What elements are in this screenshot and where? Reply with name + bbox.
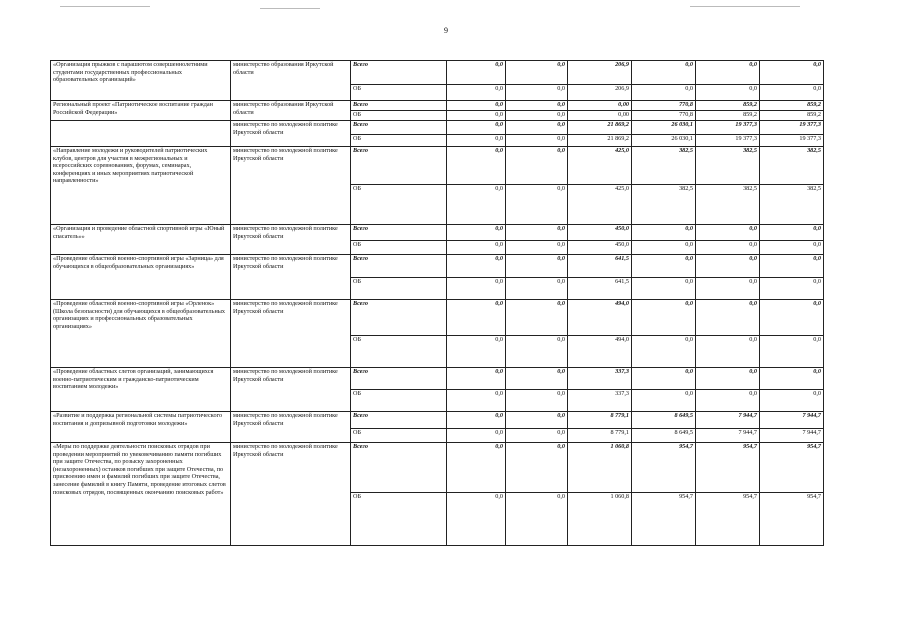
total-value-cell: 0,0	[696, 225, 760, 241]
ob-value-cell: 0,0	[447, 85, 506, 101]
ob-value-cell: 0,0	[760, 390, 824, 412]
total-value-cell: 0,0	[696, 61, 760, 85]
ob-value-cell: 337,3	[568, 390, 632, 412]
total-value-cell: 0,0	[447, 368, 506, 390]
funding-source-ob: ОБ	[351, 135, 447, 147]
funding-source-ob: ОБ	[351, 185, 447, 225]
ob-value-cell: 0,0	[760, 336, 824, 368]
total-value-cell: 8 649,5	[632, 412, 696, 429]
funding-source-total: Всего	[351, 300, 447, 336]
total-value-cell: 0,0	[696, 255, 760, 278]
ob-value-cell: 206,9	[568, 85, 632, 101]
total-value-cell: 0,0	[506, 147, 568, 185]
total-value-cell: 0,0	[506, 61, 568, 85]
ob-value-cell: 450,0	[568, 241, 632, 255]
total-value-cell: 0,0	[506, 255, 568, 278]
total-value-cell: 21 869,2	[568, 121, 632, 135]
funding-source-ob: ОБ	[351, 390, 447, 412]
funding-source-ob: ОБ	[351, 336, 447, 368]
ob-value-cell: 954,7	[632, 493, 696, 546]
ob-value-cell: 0,0	[447, 241, 506, 255]
ob-value-cell: 19 377,3	[760, 135, 824, 147]
total-value-cell: 0,0	[447, 101, 506, 111]
total-value-cell: 0,0	[506, 368, 568, 390]
event-name-cell: «Проведение областных слетов организаций, занимающихся военно-патриотическим и гражданско-патриотическим воспитанием молодежи»	[51, 368, 231, 412]
ob-value-cell: 0,0	[506, 278, 568, 300]
total-value-cell: 1 060,8	[568, 443, 632, 493]
scan-artifact	[60, 6, 150, 7]
ob-value-cell: 19 377,3	[696, 135, 760, 147]
ob-value-cell: 0,0	[632, 241, 696, 255]
ob-value-cell: 0,0	[760, 278, 824, 300]
ob-value-cell: 0,0	[506, 185, 568, 225]
ob-value-cell: 1 060,8	[568, 493, 632, 546]
ob-value-cell: 859,2	[696, 111, 760, 121]
total-value-cell: 0,0	[447, 443, 506, 493]
table-row	[51, 443, 824, 493]
funding-source-total: Всего	[351, 443, 447, 493]
total-value-cell: 0,0	[632, 255, 696, 278]
budget-table	[50, 60, 824, 546]
scan-artifact	[690, 6, 800, 7]
funding-source-total: Всего	[351, 121, 447, 135]
total-value-cell: 425,0	[568, 147, 632, 185]
ob-value-cell: 770,8	[632, 111, 696, 121]
ob-value-cell: 0,0	[696, 278, 760, 300]
ob-value-cell: 0,0	[506, 390, 568, 412]
total-value-cell: 494,0	[568, 300, 632, 336]
ob-value-cell: 0,0	[696, 85, 760, 101]
table-row	[51, 255, 824, 278]
ob-value-cell: 0,0	[447, 493, 506, 546]
total-value-cell: 0,00	[568, 101, 632, 111]
executor-cell: министерство по молодежной политике Иркутской области	[231, 300, 351, 368]
ob-value-cell: 0,0	[696, 336, 760, 368]
event-name-cell: Региональный проект «Патриотическое воспитание граждан Российской Федерации»	[51, 101, 231, 121]
total-value-cell: 0,0	[447, 121, 506, 135]
total-value-cell: 0,0	[632, 300, 696, 336]
total-value-cell: 0,0	[447, 255, 506, 278]
total-value-cell: 0,0	[506, 300, 568, 336]
event-name-cell: «Организация прыжков с парашютом совершеннолетними студентами государственных профессиональных образовательных организаций»	[51, 61, 231, 101]
total-value-cell: 641,5	[568, 255, 632, 278]
total-value-cell: 450,0	[568, 225, 632, 241]
total-value-cell: 8 779,1	[568, 412, 632, 429]
ob-value-cell: 0,0	[506, 429, 568, 443]
table-row	[51, 368, 824, 390]
total-value-cell: 770,8	[632, 101, 696, 111]
ob-value-cell: 8 649,5	[632, 429, 696, 443]
ob-value-cell: 0,0	[760, 85, 824, 101]
total-value-cell: 0,0	[696, 300, 760, 336]
ob-value-cell: 0,00	[568, 111, 632, 121]
ob-value-cell: 382,5	[760, 185, 824, 225]
event-name-cell: «Меры по поддержке деятельности поисковых отрядов при проведении мероприятий по увековечиванию памяти погибших при защите Отечества, по розыску захороненных (незахороненных) останков погибших при защите Отечества, по присвоению имен и фамилий погибших при защите Отечества, занесение фамилий в книгу Памяти, проведение итоговых слетов поисковых отрядов, посвященных окончанию поисковых работ»	[51, 443, 231, 546]
funding-source-total: Всего	[351, 412, 447, 429]
ob-value-cell: 494,0	[568, 336, 632, 368]
executor-cell: министерство образования Иркутской области	[231, 101, 351, 121]
table-row	[51, 225, 824, 241]
scan-artifact	[260, 8, 320, 9]
total-value-cell: 0,0	[506, 101, 568, 111]
total-value-cell: 0,0	[632, 61, 696, 85]
executor-cell: министерство по молодежной политике Иркутской области	[231, 147, 351, 225]
ob-value-cell: 21 869,2	[568, 135, 632, 147]
ob-value-cell: 859,2	[760, 111, 824, 121]
total-value-cell: 382,5	[632, 147, 696, 185]
event-name-cell: «Развитие и поддержка региональной системы патриотического воспитания и допризывной подготовки молодежи»	[51, 412, 231, 443]
ob-value-cell: 7 944,7	[696, 429, 760, 443]
executor-cell: министерство по молодежной политике Иркутской области	[231, 368, 351, 412]
table-row	[51, 147, 824, 185]
total-value-cell: 0,0	[447, 225, 506, 241]
total-value-cell: 0,0	[760, 61, 824, 85]
total-value-cell: 26 030,1	[632, 121, 696, 135]
ob-value-cell: 0,0	[760, 241, 824, 255]
funding-source-total: Всего	[351, 101, 447, 111]
total-value-cell: 0,0	[696, 368, 760, 390]
total-value-cell: 954,7	[760, 443, 824, 493]
funding-source-ob: ОБ	[351, 429, 447, 443]
executor-cell: министерство по молодежной политике Иркутской области	[231, 443, 351, 546]
ob-value-cell: 0,0	[447, 429, 506, 443]
event-name-cell: «Проведение областной военно-спортивной игры «Орленок» (Школа безопасности) для обучающихся в общеобразовательных организациях и профессиональных образовательных организациях»	[51, 300, 231, 368]
table-row	[51, 412, 824, 429]
funding-source-ob: ОБ	[351, 111, 447, 121]
ob-value-cell: 954,7	[696, 493, 760, 546]
ob-value-cell: 0,0	[506, 111, 568, 121]
table-row	[51, 300, 824, 336]
ob-value-cell: 7 944,7	[760, 429, 824, 443]
executor-cell: министерство по молодежной политике Иркутской области	[231, 255, 351, 300]
total-value-cell: 0,0	[506, 225, 568, 241]
total-value-cell: 0,0	[506, 121, 568, 135]
funding-source-total: Всего	[351, 147, 447, 185]
total-value-cell: 859,2	[760, 101, 824, 111]
total-value-cell: 19 377,3	[696, 121, 760, 135]
total-value-cell: 0,0	[447, 147, 506, 185]
ob-value-cell: 641,5	[568, 278, 632, 300]
total-value-cell: 0,0	[447, 61, 506, 85]
ob-value-cell: 0,0	[632, 336, 696, 368]
total-value-cell: 859,2	[696, 101, 760, 111]
ob-value-cell: 0,0	[506, 336, 568, 368]
total-value-cell: 382,5	[760, 147, 824, 185]
ob-value-cell: 26 030,1	[632, 135, 696, 147]
page-number: 9	[444, 26, 448, 35]
funding-source-total: Всего	[351, 61, 447, 85]
executor-cell: министерство по молодежной политике Иркутской области	[231, 225, 351, 255]
ob-value-cell: 954,7	[760, 493, 824, 546]
total-value-cell: 0,0	[506, 412, 568, 429]
total-value-cell: 337,3	[568, 368, 632, 390]
event-name-cell: «Организация и проведение областной спортивной игры «Юный спасатель»»	[51, 225, 231, 255]
total-value-cell: 0,0	[447, 412, 506, 429]
total-value-cell: 7 944,7	[696, 412, 760, 429]
table-row	[51, 61, 824, 85]
ob-value-cell: 0,0	[696, 241, 760, 255]
ob-value-cell: 0,0	[447, 135, 506, 147]
ob-value-cell: 0,0	[447, 185, 506, 225]
funding-source-total: Всего	[351, 225, 447, 241]
event-name-cell: «Проведение областной военно-спортивной игры «Зарница» для обучающихся в общеобразовательных организациях»	[51, 255, 231, 300]
ob-value-cell: 8 779,1	[568, 429, 632, 443]
ob-value-cell: 382,5	[632, 185, 696, 225]
executor-cell: министерство по молодежной политике Иркутской области	[231, 412, 351, 443]
total-value-cell: 954,7	[696, 443, 760, 493]
executor-cell: министерство образования Иркутской области	[231, 61, 351, 101]
total-value-cell: 0,0	[760, 255, 824, 278]
total-value-cell: 0,0	[506, 443, 568, 493]
ob-value-cell: 0,0	[506, 241, 568, 255]
funding-source-ob: ОБ	[351, 493, 447, 546]
total-value-cell: 7 944,7	[760, 412, 824, 429]
table-row	[51, 101, 824, 111]
ob-value-cell: 0,0	[506, 85, 568, 101]
event-name-cell	[51, 121, 231, 147]
ob-value-cell: 382,5	[696, 185, 760, 225]
ob-value-cell: 425,0	[568, 185, 632, 225]
total-value-cell: 19 377,3	[760, 121, 824, 135]
ob-value-cell: 0,0	[447, 278, 506, 300]
ob-value-cell: 0,0	[632, 390, 696, 412]
total-value-cell: 0,0	[632, 368, 696, 390]
event-name-cell: «Направление молодежи и руководителей патриотических клубов, центров для участия в межрегиональных и всероссийских соревнованиях, форумах, семинарах, конференциях и иных мероприятиях патриотической направленности»	[51, 147, 231, 225]
total-value-cell: 206,9	[568, 61, 632, 85]
ob-value-cell: 0,0	[447, 390, 506, 412]
total-value-cell: 0,0	[760, 225, 824, 241]
total-value-cell: 0,0	[760, 300, 824, 336]
funding-source-total: Всего	[351, 368, 447, 390]
executor-cell: министерство по молодежной политике Иркутской области	[231, 121, 351, 147]
funding-source-ob: ОБ	[351, 278, 447, 300]
ob-value-cell: 0,0	[632, 85, 696, 101]
funding-source-ob: ОБ	[351, 241, 447, 255]
total-value-cell: 0,0	[760, 368, 824, 390]
funding-source-total: Всего	[351, 255, 447, 278]
total-value-cell: 0,0	[632, 225, 696, 241]
total-value-cell: 0,0	[447, 300, 506, 336]
funding-source-ob: ОБ	[351, 85, 447, 101]
ob-value-cell: 0,0	[632, 278, 696, 300]
ob-value-cell: 0,0	[506, 135, 568, 147]
total-value-cell: 382,5	[696, 147, 760, 185]
table-row	[51, 121, 824, 135]
ob-value-cell: 0,0	[447, 336, 506, 368]
ob-value-cell: 0,0	[696, 390, 760, 412]
total-value-cell: 954,7	[632, 443, 696, 493]
ob-value-cell: 0,0	[447, 111, 506, 121]
ob-value-cell: 0,0	[506, 493, 568, 546]
